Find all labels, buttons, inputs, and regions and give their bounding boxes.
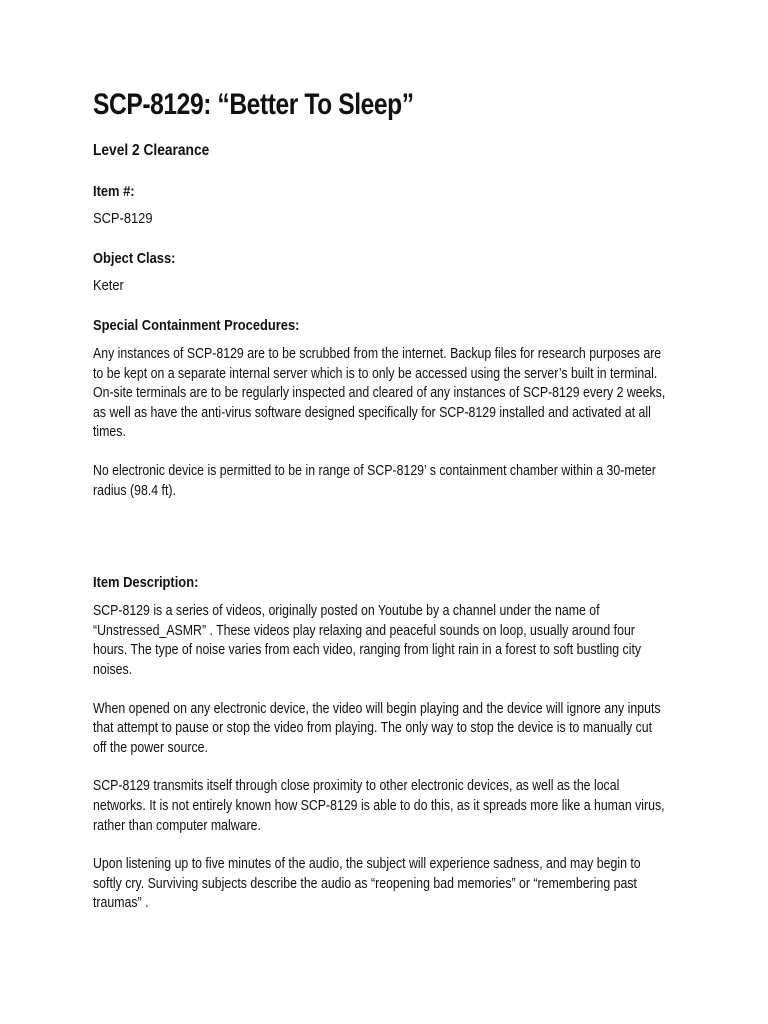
description-paragraph: Upon listening up to five minutes of the audio, the subject will experience sadness, and may begin to softly cry. Surviving subjects describe the audio as “reopening bad memories” or “remembering past traumas” .	[93, 855, 641, 912]
description-paragraph: SCP-8129 is a series of videos, originally posted on Youtube by a channel under the name of “Unstressed_ASMR” . These videos play relaxing and peaceful sounds on loop, usually around four hours. The type of noise varies from each video, ranging from light rain in a forest to soft bustling city noises.	[93, 602, 642, 678]
object-class-value: Keter	[93, 277, 124, 294]
description-paragraph: SCP-8129 transmits itself through close proximity to other electronic devices, as well as the local networks. It is not entirely known how SCP-8129 is able to do this, as it spreads more like a human virus, rather than computer malware.	[93, 777, 665, 834]
document-title: SCP-8129: “Better To Sleep”	[93, 88, 414, 121]
item-number-label: Item #:	[93, 183, 135, 200]
clearance-level: Level 2 Clearance	[93, 142, 210, 159]
document-page	[93, 82, 693, 913]
object-class-label: Object Class:	[93, 250, 176, 267]
containment-paragraph: No electronic device is permitted to be in range of SCP-8129’ s containment chamber within a 30-meter radius (98.4 ft).	[93, 461, 656, 499]
containment-paragraph: Any instances of SCP-8129 are to be scrubbed from the internet. Backup files for research purposes are to be kept on a separate internal server which is to only be accessed using the server’s built in terminal. On-site terminals are to be regularly inspected and cleared of any instances of SCP-8129 every 2 weeks, as well as have the anti-virus software designed specifically for SCP-8129 installed and activated at all times.	[93, 345, 666, 441]
item-description-label: Item Description:	[93, 574, 199, 592]
containment-procedures-label: Special Containment Procedures:	[93, 317, 300, 334]
description-paragraph: When opened on any electronic device, the video will begin playing and the device will ignore any inputs that attempt to pause or stop the video from playing. The only way to stop the device is to manually cut off the power source.	[93, 699, 661, 756]
item-number-value: SCP-8129	[93, 210, 153, 227]
